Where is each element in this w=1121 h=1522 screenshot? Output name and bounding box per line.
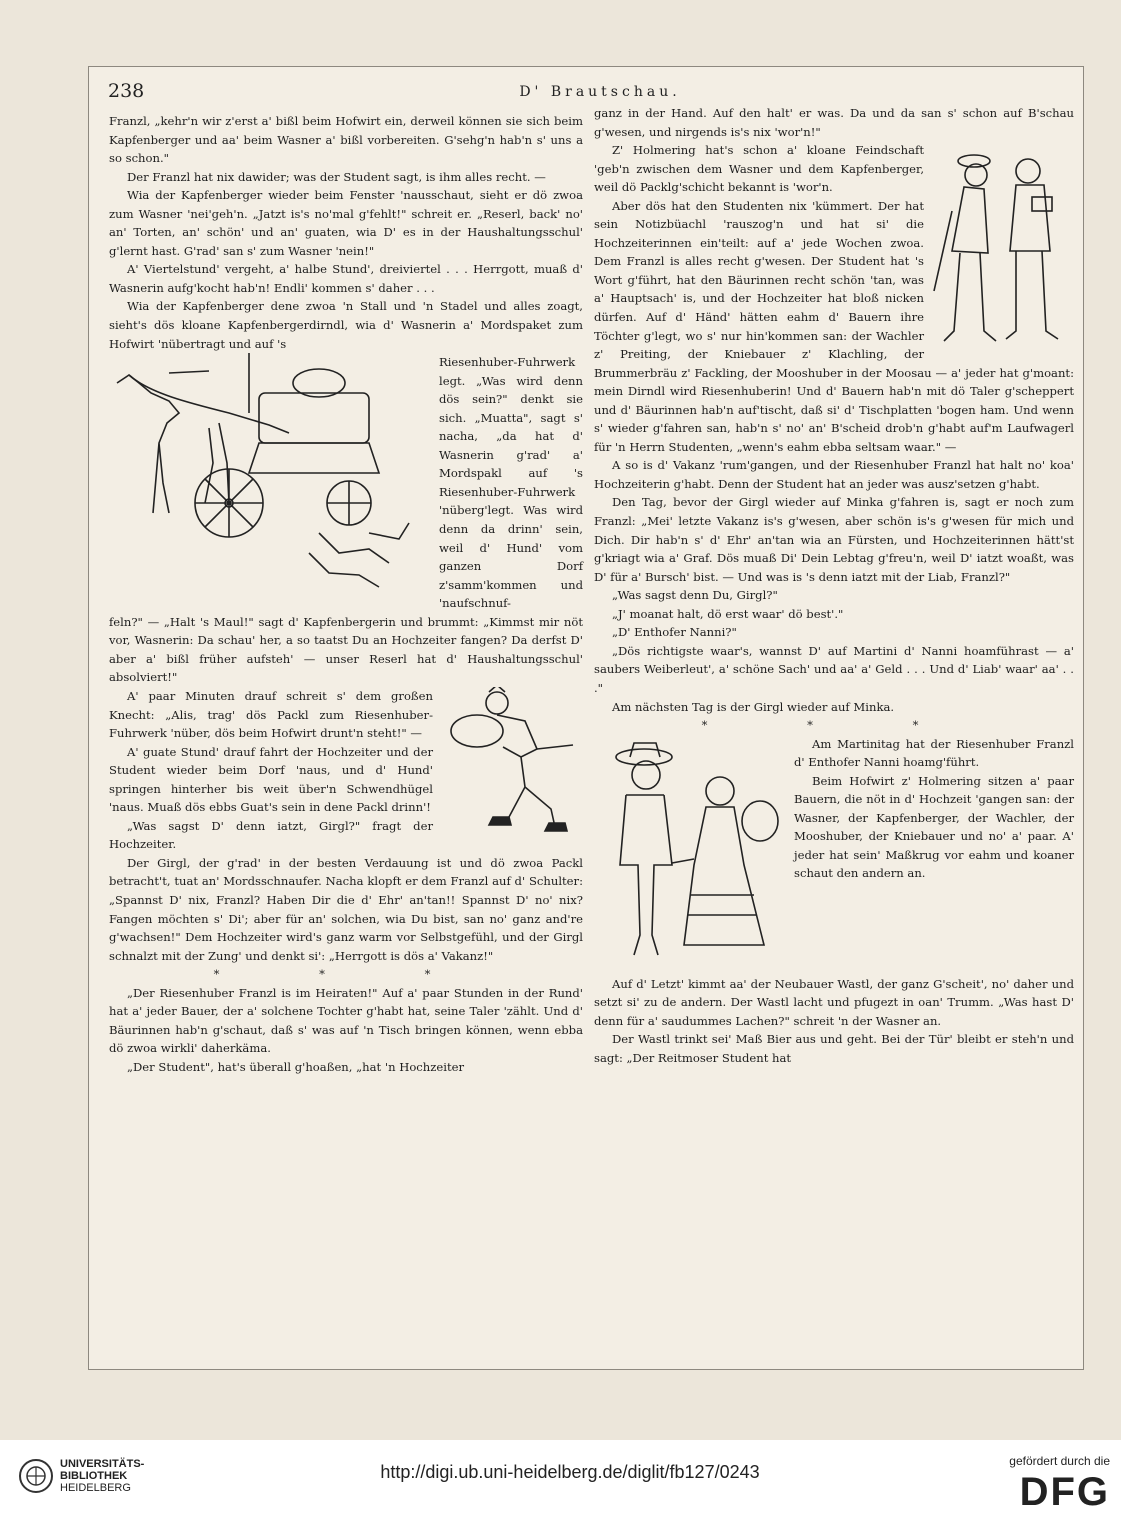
paragraph: Riesenhuber-Fuhrwerk legt. „Was wird denn dös sein?" denkt sie sich. „Muatta", sagt s' nacha, „da hat d' Wasnerin g'rad' a' Mordspakl auf 's Riesenhuber-Fuhrwerk 'nüberg'legt. Was wird denn da drinn' sein, weil d' Hund' vom ganzen Dorf z'samm'kommen und 'naufschnuf- [439, 355, 583, 611]
paragraph: „Dös richtigste waar's, wannst D' auf Martini d' Nanni hoamführast — a' saubers Weiberleut', a' schöne Sach' und aa' a' Geld . . . Und d' Liab' waar' aa' . . ." [594, 643, 1074, 695]
section-divider: * * * [213, 967, 479, 982]
servant-carrying-package-illustration [433, 687, 583, 837]
paragraph: Auf d' Letzt' kimmt aa' der Neubauer Wastl, der ganz G'scheit', no' daher und setzt si' zu de andern. Der Wastl lacht und pfugezt in oan' Trumm. „Was hast D' denn für a' saudummes Lachen?" schreit 'n der Wasner an. [594, 976, 1074, 1028]
wedding-couple-illustration [594, 735, 794, 975]
paragraph: A' paar Minuten drauf schreit s' dem großen Knecht: „Alis, trag' dös Packl zum Riesenhuber-Fuhrwerk 'nüber, dös beim Hofwirt drunt'n steht!" — [109, 688, 433, 741]
two-men-reading-illustration [924, 141, 1074, 361]
paragraph: „D' Enthofer Nanni?" [612, 625, 737, 640]
library-name-line3: HEIDELBERG [60, 1482, 131, 1494]
paragraph: feln?" — „Halt 's Maul!" sagt d' Kapfenbergerin und brummt: „Kimmst mir nöt vor, Wasnerin: Da schau' her, a so taatst Du an Hochzeiter fangen? Da derfst D' aber a' bißl früher aufsteh' — unser Reserl hat d' Haushaltungsschul' absolviert!" [109, 614, 583, 685]
paragraph: Der Franzl hat nix dawider; was der Student sagt, is ihm alles recht. — [127, 169, 546, 184]
paragraph: A so is d' Vakanz 'rum'gangen, und der Riesenhuber Franzl hat halt no' koa' Hochzeiterin g'habt. Denn der Student hat an jeder was ausz'setzen g'habt. [594, 458, 1074, 491]
funder-caption: gefördert durch die [1009, 1454, 1110, 1468]
running-head: D' Brautschau. [519, 84, 681, 100]
paragraph: Wia der Kapfenberger wieder beim Fenster 'nausschaut, sieht er dö zwoa zum Wasner 'nei'geh'n. „Jatzt is's no'mal g'fehlt!" schreit er. „Reserl, back' no' an' Torten, an' schön' und an' guaten, wia D' es in der Haushaltungsschul' g'lernt hast. G'rad' san s' zum Wasner 'nein!" [109, 188, 583, 258]
permalink-url[interactable]: http://digi.ub.uni-heidelberg.de/diglit/fb127/0243 [380, 1462, 760, 1482]
horse-cart-illustration [109, 353, 439, 603]
library-logo-text [60, 1458, 144, 1494]
section-divider: * * * [701, 718, 967, 733]
paragraph: Der Girgl, der g'rad' in der besten Verdauung ist und dö zwoa Packl betracht't, tuat an' Mordsschnaufer. Nacha klopft er dem Franzl auf d' Schulter: „Spannst D' nix, Franzl? Haben Dir die d' Ehr' an'tan!! Spannst D' no' nix? Fangen möchten s' Di'; aber für an' solchen, wia Du bist, san no' ganz and're g'wachsen!" Dem Hochzeiter wird's ganz warm vor Selbstgefühl, und der Girgl schnalzt mit der Zung' und denkt si': „Herrgott is dös a' Vakanz!" [109, 855, 583, 963]
paragraph: Aber dös hat den Studenten nix 'kümmert. Der hat sein Notizbüachl 'rauszog'n und hat si' die Hochzeiterinnen ein'teilt: auf a' jede Wochen zwoa. Dem Franzl is alles recht g'wesen. Der Student hat 's Wort g'führt, hat den Bäurinnen recht schön 'tan, was a' Hauptsach' is, und der Hochzeiter hat bloß nicken dürfen. Auf d' Händ' hätten eahm d' Bauern ihre Töchter g'legt, wo s' nur hin'kommen san: der Wachler z' Preiting, der Kniebauer z' Klachling, der Brummerbräu z' Fackling, der Mooshuber in der Moosau — a' jeder hat g'moant: mein Dirndl wird Riesenhuberin! Und d' Bauern hab'n mit dö Taler g'scheppert und d' Bäurinnen hab'n auf'tischt, daß si' d' Tischplatten 'bogen ham. Und wenn s' wieder g'fahren san, hab'n s' no' an' B'scheid drob'n g'habt auf'm Laufwagerl für 'n Herrn Studenten, „wenn's eahm ebba seltsam waar." — [594, 198, 1074, 454]
paragraph: „Der Riesenhuber Franzl is im Heiraten!" Auf a' paar Stunden in der Rund' hat a' jeder Bauer, der a' solchene Tochter g'habt hat, seine Taler 'zählt. Und d' Bäurinnen hab'n g'schaut, daß s' was auf 'n Tisch bringen können, wenn ebba dö zwoa wirkli' daherkäma. [109, 985, 583, 1056]
paragraph: „Der Student", hat's überall g'hoaßen, „hat 'n Hochzeiter [127, 1059, 465, 1074]
paragraph: „J' moanat halt, dö erst waar' dö best'." [612, 606, 844, 621]
paragraph: „Was sagst denn Du, Girgl?" [612, 588, 778, 603]
paragraph: Franzl, „kehr'n wir z'erst a' bißl beim Hofwirt ein, derweil können sie sich beim Kapfenberger und aa' beim Wasner a' bißl vorbereiten. G'sehg'n hab'n s' uns a so schon." [109, 114, 583, 166]
paragraph: „Was sagst D' denn iatzt, Girgl?" fragt der Hochzeiter. [109, 818, 433, 852]
paragraph: Wia der Kapfenberger dene zwoa 'n Stall und 'n Stadel und alles zoagt, sieht's dös kloane Kapfenbergerdirndl, wia d' Wasnerin a' Mordspaket zum Hofwirt 'nübertragt und auf 's [109, 299, 583, 351]
paragraph: Beim Hofwirt z' Holmering sitzen a' paar Bauern, die nöt in d' Hochzeit 'gangen san: der Wasner, der Kapfenberger, der Wachler, der Mooshuber, der Kniebauer und no' a' paar. A' jeder hat sein' Maßkrug vor eahm und koaner schaut den andern an. [794, 773, 1074, 881]
university-seal-icon [18, 1458, 54, 1494]
library-name-line2: BIBLIOTHEK [60, 1470, 128, 1482]
right-column [594, 104, 1074, 1067]
page-number: 238 [108, 80, 145, 102]
paragraph: Am nächsten Tag is der Girgl wieder auf Minka. [612, 699, 895, 714]
paragraph: Den Tag, bevor der Girgl wieder auf Minka g'fahren is, sagt er noch zum Franzl: „Mei' letzte Vakanz is's g'wesen, aber schön is's g'wesen für mich und Dich. Dir hab'n s' d' Ehr' an'tan wia an Fürsten, und Hochzeiterinnen hätt'st g'kriagt wia a' Graf. Dös muaß Di' Dein Lebtag g'freu'n, weil D' iatzt woaßt, was D' für a' Bursch' bist. — Und was is 's denn iatzt mit der Liab, Franzl?" [594, 495, 1074, 584]
paragraph: A' Viertelstund' vergeht, a' halbe Stund', dreiviertel . . . Herrgott, muaß d' Wasnerin aufg'kocht hab'n! Endli' kommen s' daher . . . [109, 262, 583, 295]
paragraph: Z' Holmering hat's schon a' kloane Feindschaft 'geb'n zwischen dem Wasner und dem Kapfenberger, weil dö Packlg'schicht bekannt is 'wor'n. [594, 143, 924, 195]
paragraph: A' guate Stund' drauf fahrt der Hochzeiter und der Student wieder beim Dorf 'naus, und d' Hund' springen hinterher bis weit über'n Schwendhügel 'naus. Muaß dös ebbs Guat's sein in dene Packl drinn'! [109, 744, 433, 815]
left-column [109, 112, 583, 1076]
paragraph: ganz in der Hand. Auf den halt' er was. Da und da san s' schon auf B'schau g'wesen, und nirgends is's nix 'wor'n!" [594, 106, 1074, 139]
dfg-logo: DFG [1019, 1470, 1110, 1514]
paragraph: Der Wastl trinkt sei' Maß Bier aus und geht. Bei der Tür' bleibt er steh'n und sagt: „Der Reitmoser Student hat [594, 1032, 1074, 1065]
library-name-line1: UNIVERSITÄTS- [60, 1458, 145, 1470]
paragraph: Am Martinitag hat der Riesenhuber Franzl d' Enthofer Nanni hoamg'führt. [794, 736, 1074, 770]
